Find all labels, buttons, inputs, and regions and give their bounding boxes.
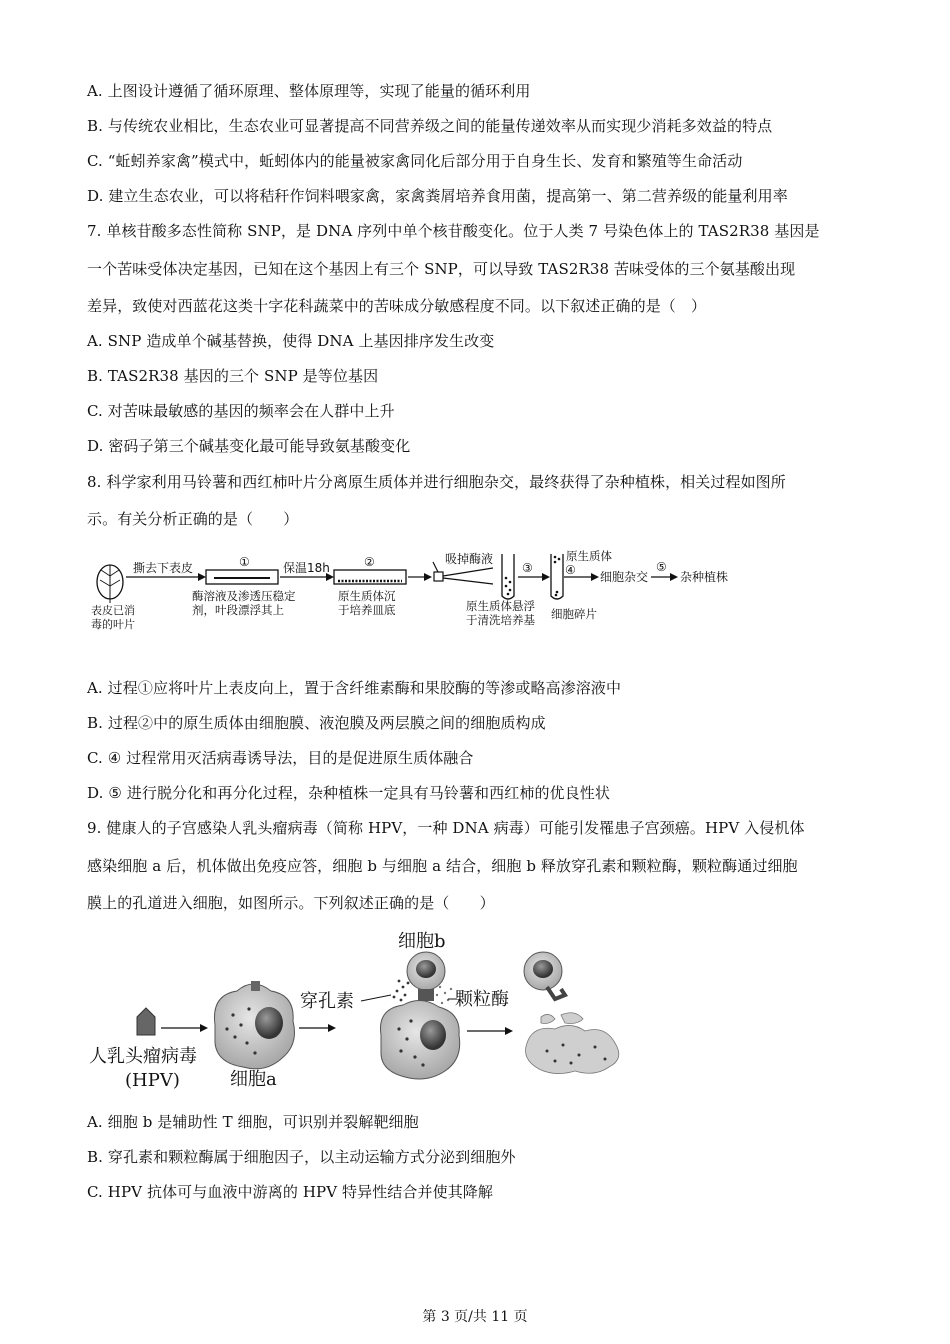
- sink-label-2: 于培养皿底: [338, 603, 396, 617]
- absorb-label: 吸掉酶液: [445, 552, 494, 566]
- effector-cell-b-icon: [407, 952, 445, 1001]
- step-4-marker: ④: [565, 563, 576, 577]
- q6-option-a: A. 上图设计遵循了循环原理、整体原理等，实现了能量的循环利用: [87, 82, 531, 100]
- step-5-marker: ⑤: [656, 560, 667, 574]
- q9-stem-line-3: 膜上的孔道进入细胞，如图所示。下列叙述正确的是（ ）: [87, 894, 495, 912]
- debris-label: 细胞碎片: [551, 607, 597, 621]
- q8-stem-line-1: 8. 科学家利用马铃薯和西红柿叶片分离原生质体并进行细胞杂交，最终获得了杂种植株，相关过程如图所: [87, 473, 786, 491]
- step-2-marker: ②: [364, 555, 375, 569]
- suspend-label-2: 于清洗培养基: [466, 613, 535, 627]
- q7-option-d: D. 密码子第三个碱基变化最可能导致氨基酸变化: [87, 437, 411, 455]
- cell-b-label: 细胞b: [398, 931, 446, 952]
- granzyme-label: 颗粒酶: [455, 989, 509, 1010]
- q9-stem-line-1: 9. 健康人的子宫感染人乳头瘤病毒（简称 HPV，一种 DNA 病毒）可能引发罹患子宫颈癌。HPV 入侵机体: [87, 819, 805, 837]
- lysed-cell-fragments: [526, 1013, 619, 1074]
- q7-option-a: A. SNP 造成单个碱基替换，使得 DNA 上基因排序发生改变: [87, 332, 495, 350]
- step-3-marker: ③: [522, 561, 533, 575]
- perforin-label: 穿孔素: [300, 991, 354, 1012]
- q8-option-c: C. ④ 过程常用灭活病毒诱导法，目的是促进原生质体融合: [87, 749, 474, 767]
- q8-option-a: A. 过程①应将叶片上表皮向上，置于含纤维素酶和果胶酶的等渗或略高渗溶液中: [87, 679, 622, 697]
- enzyme-dish-icon: [206, 570, 278, 584]
- suspension-tube-icon: [502, 554, 514, 599]
- perforin-particles: [393, 980, 410, 1002]
- q7-option-c: C. 对苦味最敏感的基因的频率会在人群中上升: [87, 402, 395, 420]
- enzyme-label-2: 剂，叶段漂浮其上: [192, 603, 284, 617]
- hpv-virus-icon: [137, 1008, 155, 1035]
- protoplast-label: 原生质体: [566, 549, 612, 563]
- q7-option-b: B. TAS2R38 基因的三个 SNP 是等位基因: [87, 367, 379, 385]
- incubate-label: 保温18h: [283, 561, 330, 575]
- page-number-footer: 第 3 页/共 11 页: [422, 1309, 528, 1325]
- sink-label-1: 原生质体沉: [338, 589, 396, 603]
- leaf-label-2: 毒的叶片: [91, 618, 135, 631]
- enzyme-label-1: 酶溶液及渗透压稳定: [192, 589, 296, 603]
- suspend-label-1: 原生质体悬浮: [466, 599, 535, 613]
- q8-stem-line-2: 示。有关分析正确的是（ ）: [87, 510, 299, 528]
- hybrid-plant-label: 杂种植株: [680, 570, 729, 584]
- granzyme-particles: [436, 986, 452, 1004]
- hpv-label-1: 人乳头瘤病毒: [89, 1046, 197, 1067]
- q7-stem-line-3: 差异，致使对西蓝花这类十字花科蔬菜中的苦味成分敏感程度不同。以下叙述正确的是（ ）: [87, 297, 707, 315]
- q6-option-d: D. 建立生态农业，可以将秸秆作饲料喂家禽，家禽粪屑培养食用菌，提高第一、第二营养级的能量利用率: [87, 187, 788, 205]
- q9-option-a: A. 细胞 b 是辅助性 T 细胞，可识别并裂解靶细胞: [87, 1113, 419, 1131]
- sediment-dish-icon: [334, 570, 406, 584]
- q8-option-d: D. ⑤ 进行脱分化和再分化过程，杂种植株一定具有马铃薯和西红柿的优良性状: [87, 784, 610, 802]
- q7-stem-line-1: 7. 单核苷酸多态性简称 SNP，是 DNA 序列中单个核苷酸变化。位于人类 7 号染色体上的 TAS2R38 基因是: [87, 222, 820, 240]
- q7-stem-line-2: 一个苦味受体决定基因，已知在这个基因上有三个 SNP，可以导致 TAS2R38 苦味受体的三个氨基酸出现: [87, 260, 796, 278]
- cell-a-label: 细胞a: [230, 1069, 277, 1090]
- detached-cell-b-icon: [524, 952, 565, 999]
- step-tear-label: 撕去下表皮: [133, 561, 194, 575]
- immune-response-diagram: [85, 925, 645, 1095]
- target-cell-icon: [380, 1000, 459, 1079]
- q8-option-b: B. 过程②中的原生质体由细胞膜、液泡膜及两层膜之间的细胞质构成: [87, 714, 546, 732]
- step-1-marker: ①: [239, 555, 250, 569]
- infected-cell-a-icon: [214, 981, 294, 1069]
- q9-option-c: C. HPV 抗体可与血液中游离的 HPV 特异性结合并使其降解: [87, 1183, 493, 1201]
- leaf-label-1: 表皮已消: [91, 604, 135, 617]
- q6-option-b: B. 与传统农业相比，生态农业可显著提高不同营养级之间的能量传递效率从而实现少消耗多效益的特点: [87, 117, 773, 135]
- q9-stem-line-2: 感染细胞 a 后，机体做出免疫应答，细胞 b 与细胞 a 结合，细胞 b 释放穿孔素和颗粒酶，颗粒酶通过细胞: [87, 857, 798, 875]
- q6-option-c: C. “蚯蚓养家禽”模式中，蚯蚓体内的能量被家禽同化后部分用于自身生长、发育和繁殖等生命活动: [87, 152, 743, 170]
- hybrid-cells-label: 细胞杂交: [600, 570, 649, 584]
- centrifuge-tube-icon: [551, 554, 563, 599]
- q9-option-b: B. 穿孔素和颗粒酶属于细胞因子，以主动运输方式分泌到细胞外: [87, 1148, 516, 1166]
- hpv-label-2: (HPV): [125, 1070, 180, 1091]
- protoplast-process-diagram: [88, 548, 768, 636]
- leaf-icon: [97, 565, 123, 603]
